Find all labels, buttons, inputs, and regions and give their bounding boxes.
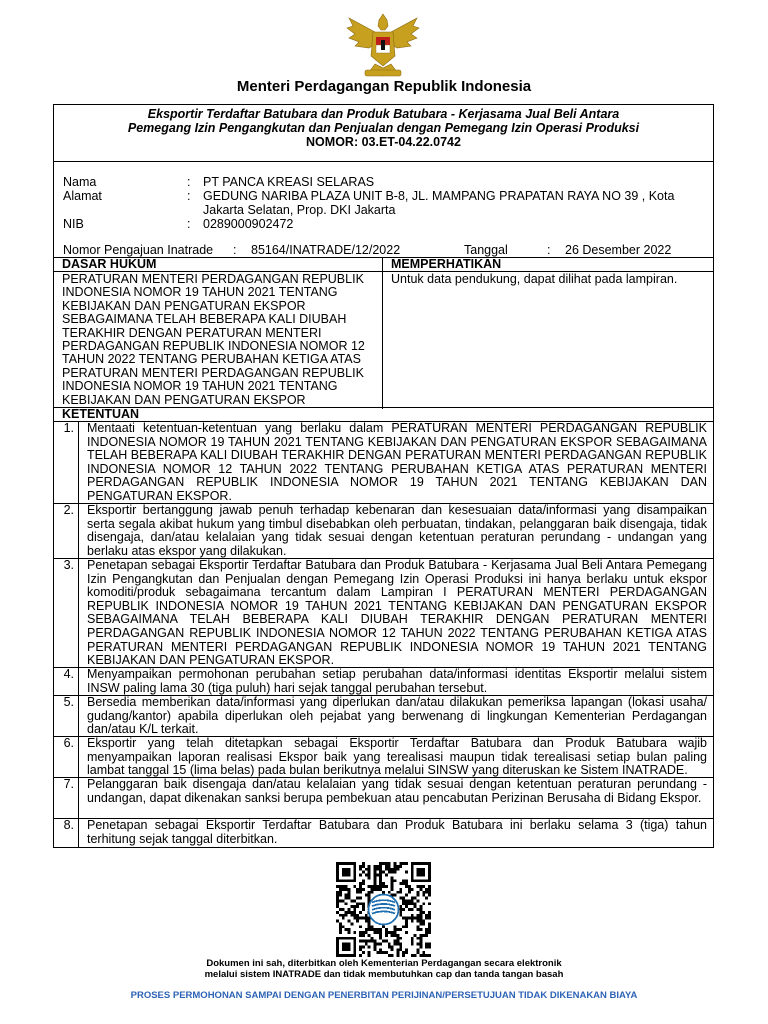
nama-label: Nama [63, 175, 97, 189]
free-of-charge-footer: PROSES PERMOHONAN SAMPAI DENGAN PENERBITAN PERIJINAN/PERSETUJUAN TIDAK DIKENAKAN BIAYA [130, 990, 638, 1001]
ketentuan-item-text: Eksportir yang telah ditetapkan sebagai Eksportir Terdaftar Batubara dan Produk Batubara wajib menyampaikan laporan realisasi Ekspor baik yang terealisasi maupun tidak terealisasi setiap bulan paling lambat tanggal 15 (lima belas) pada bulan berikutnya melalui SINSW yang diteruskan ke Sistem INATRADE. [87, 736, 707, 778]
ministry-title: Menteri Perdagangan Republik Indonesia [236, 78, 532, 95]
ketentuan-item-number: 5. [54, 696, 79, 736]
garuda-emblem-icon [345, 10, 421, 78]
verification-note-line-2: melalui sistem INATRADE dan tidak membutuhkan cap dan tanda tangan basah [204, 969, 564, 980]
ketentuan-item-text: Eksportir bertanggung jawab penuh terhadap kebenaran dan kesesuaian data/informasi yang disampaikan serta segala akibat hukum yang timbul disebabkan oleh perbuatan, tindakan, pelanggaran baik disengaja, tidak disengaja, dan/atau kelalaian yang tidak sesuai dengan ketentuan peraturan perundang - undangan yang berlaku atas ekspor yang dilakukan. [87, 503, 707, 558]
tanggal-label: Tanggal [464, 243, 508, 257]
document-title-line-1: Eksportir Terdaftar Batubara dan Produk Batubara - Kerjasama Jual Beli Antara [147, 107, 620, 121]
ketentuan-item [54, 668, 713, 696]
pengajuan-label: Nomor Pengajuan Inatrade [63, 243, 214, 257]
ketentuan-item [54, 504, 713, 559]
alamat-colon: : [187, 189, 191, 203]
ketentuan-item-text: Bersedia memberikan data/informasi yang diperlukan dan/atau dilakukan pemeriksa lapangan (lokasi usaha/ gudang/kantor) apabila diperlukan oleh pejabat yang berwenang di lingkungan Kementerian Perdagangan dan/atau K/L terkait. [87, 695, 707, 737]
ketentuan-item-number: 8. [54, 819, 79, 847]
alamat-label: Alamat [63, 189, 102, 203]
ketentuan-item-text: Pelanggaran baik disengaja dan/atau kelalaian yang tidak sesuai dengan ketentuan peraturan perundang - undangan, dapat dikenakan sanksi berupa pembekuan atau pencabutan Perizinan Berusaha di Bidang Ekspor. [87, 777, 707, 805]
ketentuan-item-text: Penetapan sebagai Eksportir Terdaftar Batubara dan Produk Batubara - Kerjasama Jual Beli Antara Pemegang Izin Pengangkutan dan Penjualan dengan Pemegang Izin Operasi Produksi ini hanya berlaku untuk ekspor komoditi/produk sebagaimana tercantum dalam Lampiran I PERATURAN MENTERI PERDAGANGAN REPUBLIK INDONESIA NOMOR 19 TAHUN 2021 TENTANG KEBIJAKAN DAN PENGATURAN EKSPOR SEBAGAIMANA TELAH BEBERAPA KALI DIUBAH TERAKHIR DENGAN PERATURAN MENTERI PERDAGANGAN REPUBLIK INDONESIA NOMOR 12 TAHUN 2022 TENTANG PERUBAHAN KETIGA ATAS PERATURAN MENTERI PERDAGANGAN REPUBLIK INDONESIA NOMOR 19 TAHUN 2021 TENTANG KEBIJAKAN DAN PENGATURAN EKSPOR. [87, 558, 707, 668]
nib-label: NIB [63, 217, 84, 231]
document-title-box [54, 105, 713, 162]
ketentuan-item-number: 6. [54, 737, 79, 777]
ketentuan-item [54, 778, 713, 819]
nib-colon: : [187, 217, 191, 231]
alamat-value: GEDUNG NARIBA PLAZA UNIT B-8, JL. MAMPANG PRAPATAN RAYA NO 39 , Kota Jakarta Selatan, Prop. DKI Jakarta [203, 189, 675, 217]
tanggal-value: 26 Desember 2022 [565, 243, 672, 257]
ketentuan-item-text: Menyampaikan permohonan perubahan setiap perubahan data/informasi identitas Eksportir melalui sistem INSW paling lama 30 (tiga puluh) hari sejak tanggal perubahan tersebut. [87, 667, 707, 695]
legal-basis-section [54, 257, 713, 409]
ketentuan-item-text: Mentaati ketentuan-ketentuan yang berlaku dalam PERATURAN MENTERI PERDAGANGAN REPUBLIK INDONESIA NOMOR 19 TAHUN 2021 TENTANG KEBIJAKAN DAN PENGATURAN EKSPOR SEBAGAIMANA TELAH BEBERAPA KALI DIUBAH TERAKHIR DENGAN PERATURAN MENTERI PERDAGANGAN REPUBLIK INDONESIA NOMOR 12 TAHUN 2022 TENTANG PERUBAHAN KETIGA ATAS PERATURAN MENTERI PERDAGANGAN REPUBLIK INDONESIA NOMOR 19 TAHUN 2021 TENTANG KEBIJAKAN DAN PENGATURAN EKSPOR. [87, 421, 707, 503]
ketentuan-item [54, 559, 713, 668]
ketentuan-item [54, 819, 713, 847]
ketentuan-heading: KETENTUAN [54, 407, 713, 422]
ketentuan-item-number: 2. [54, 504, 79, 558]
qr-code-icon [334, 862, 433, 957]
dasar-hukum-heading: DASAR HUKUM [54, 258, 382, 272]
memperhatikan-heading: MEMPERHATIKAN [383, 258, 713, 272]
memperhatikan-column [383, 258, 713, 409]
dasar-hukum-text: PERATURAN MENTERI PERDAGANGAN REPUBLIK INDONESIA NOMOR 19 TAHUN 2021 TENTANG KEBIJAKAN DAN PENGATURAN EKSPOR SEBAGAIMANA TELAH BEBERAPA KALI DIUBAH TERAKHIR DENGAN PERATURAN MENTERI PERDAGANGAN REPUBLIK INDONESIA NOMOR 12 TAHUN 2022 TENTANG PERUBAHAN KETIGA ATAS PERATURAN MENTERI PERDAGANGAN REPUBLIK INDONESIA NOMOR 19 TAHUN 2021 TENTANG KEBIJAKAN DAN PENGATURAN EKSPOR [62, 272, 365, 407]
document-title-line-2: Pemegang Izin Pengangkutan dan Penjualan dengan Pemegang Izin Operasi Produksi [127, 121, 640, 135]
ketentuan-item-number: 4. [54, 668, 79, 695]
verification-note-line-1: Dokumen ini sah, diterbitkan oleh Kementerian Perdagangan secara elektronik [206, 958, 562, 969]
certificate-frame [53, 104, 714, 848]
dasar-hukum-column [54, 258, 383, 409]
ketentuan-item-number: 1. [54, 422, 79, 503]
document-number: NOMOR: 03.ET-04.22.0742 [306, 135, 461, 149]
nama-value: PT PANCA KREASI SELARAS [203, 175, 375, 189]
ketentuan-item-number: 3. [54, 559, 79, 667]
nama-colon: : [187, 175, 191, 189]
nib-value: 0289000902472 [203, 217, 294, 231]
ketentuan-item [54, 696, 713, 737]
ketentuan-item-number: 7. [54, 778, 79, 818]
pengajuan-value: 85164/INATRADE/12/2022 [251, 243, 401, 257]
ketentuan-item [54, 422, 713, 504]
pengajuan-colon: : [233, 243, 237, 257]
tanggal-colon: : [547, 243, 551, 257]
memperhatikan-text: Untuk data pendukung, dapat dilihat pada lampiran. [391, 272, 678, 286]
ketentuan-item-text: Penetapan sebagai Eksportir Terdaftar Batubara dan Produk Batubara ini berlaku selama 3 (tiga) tahun terhitung sejak tanggal diterbitkan. [87, 818, 707, 846]
ketentuan-item [54, 737, 713, 778]
